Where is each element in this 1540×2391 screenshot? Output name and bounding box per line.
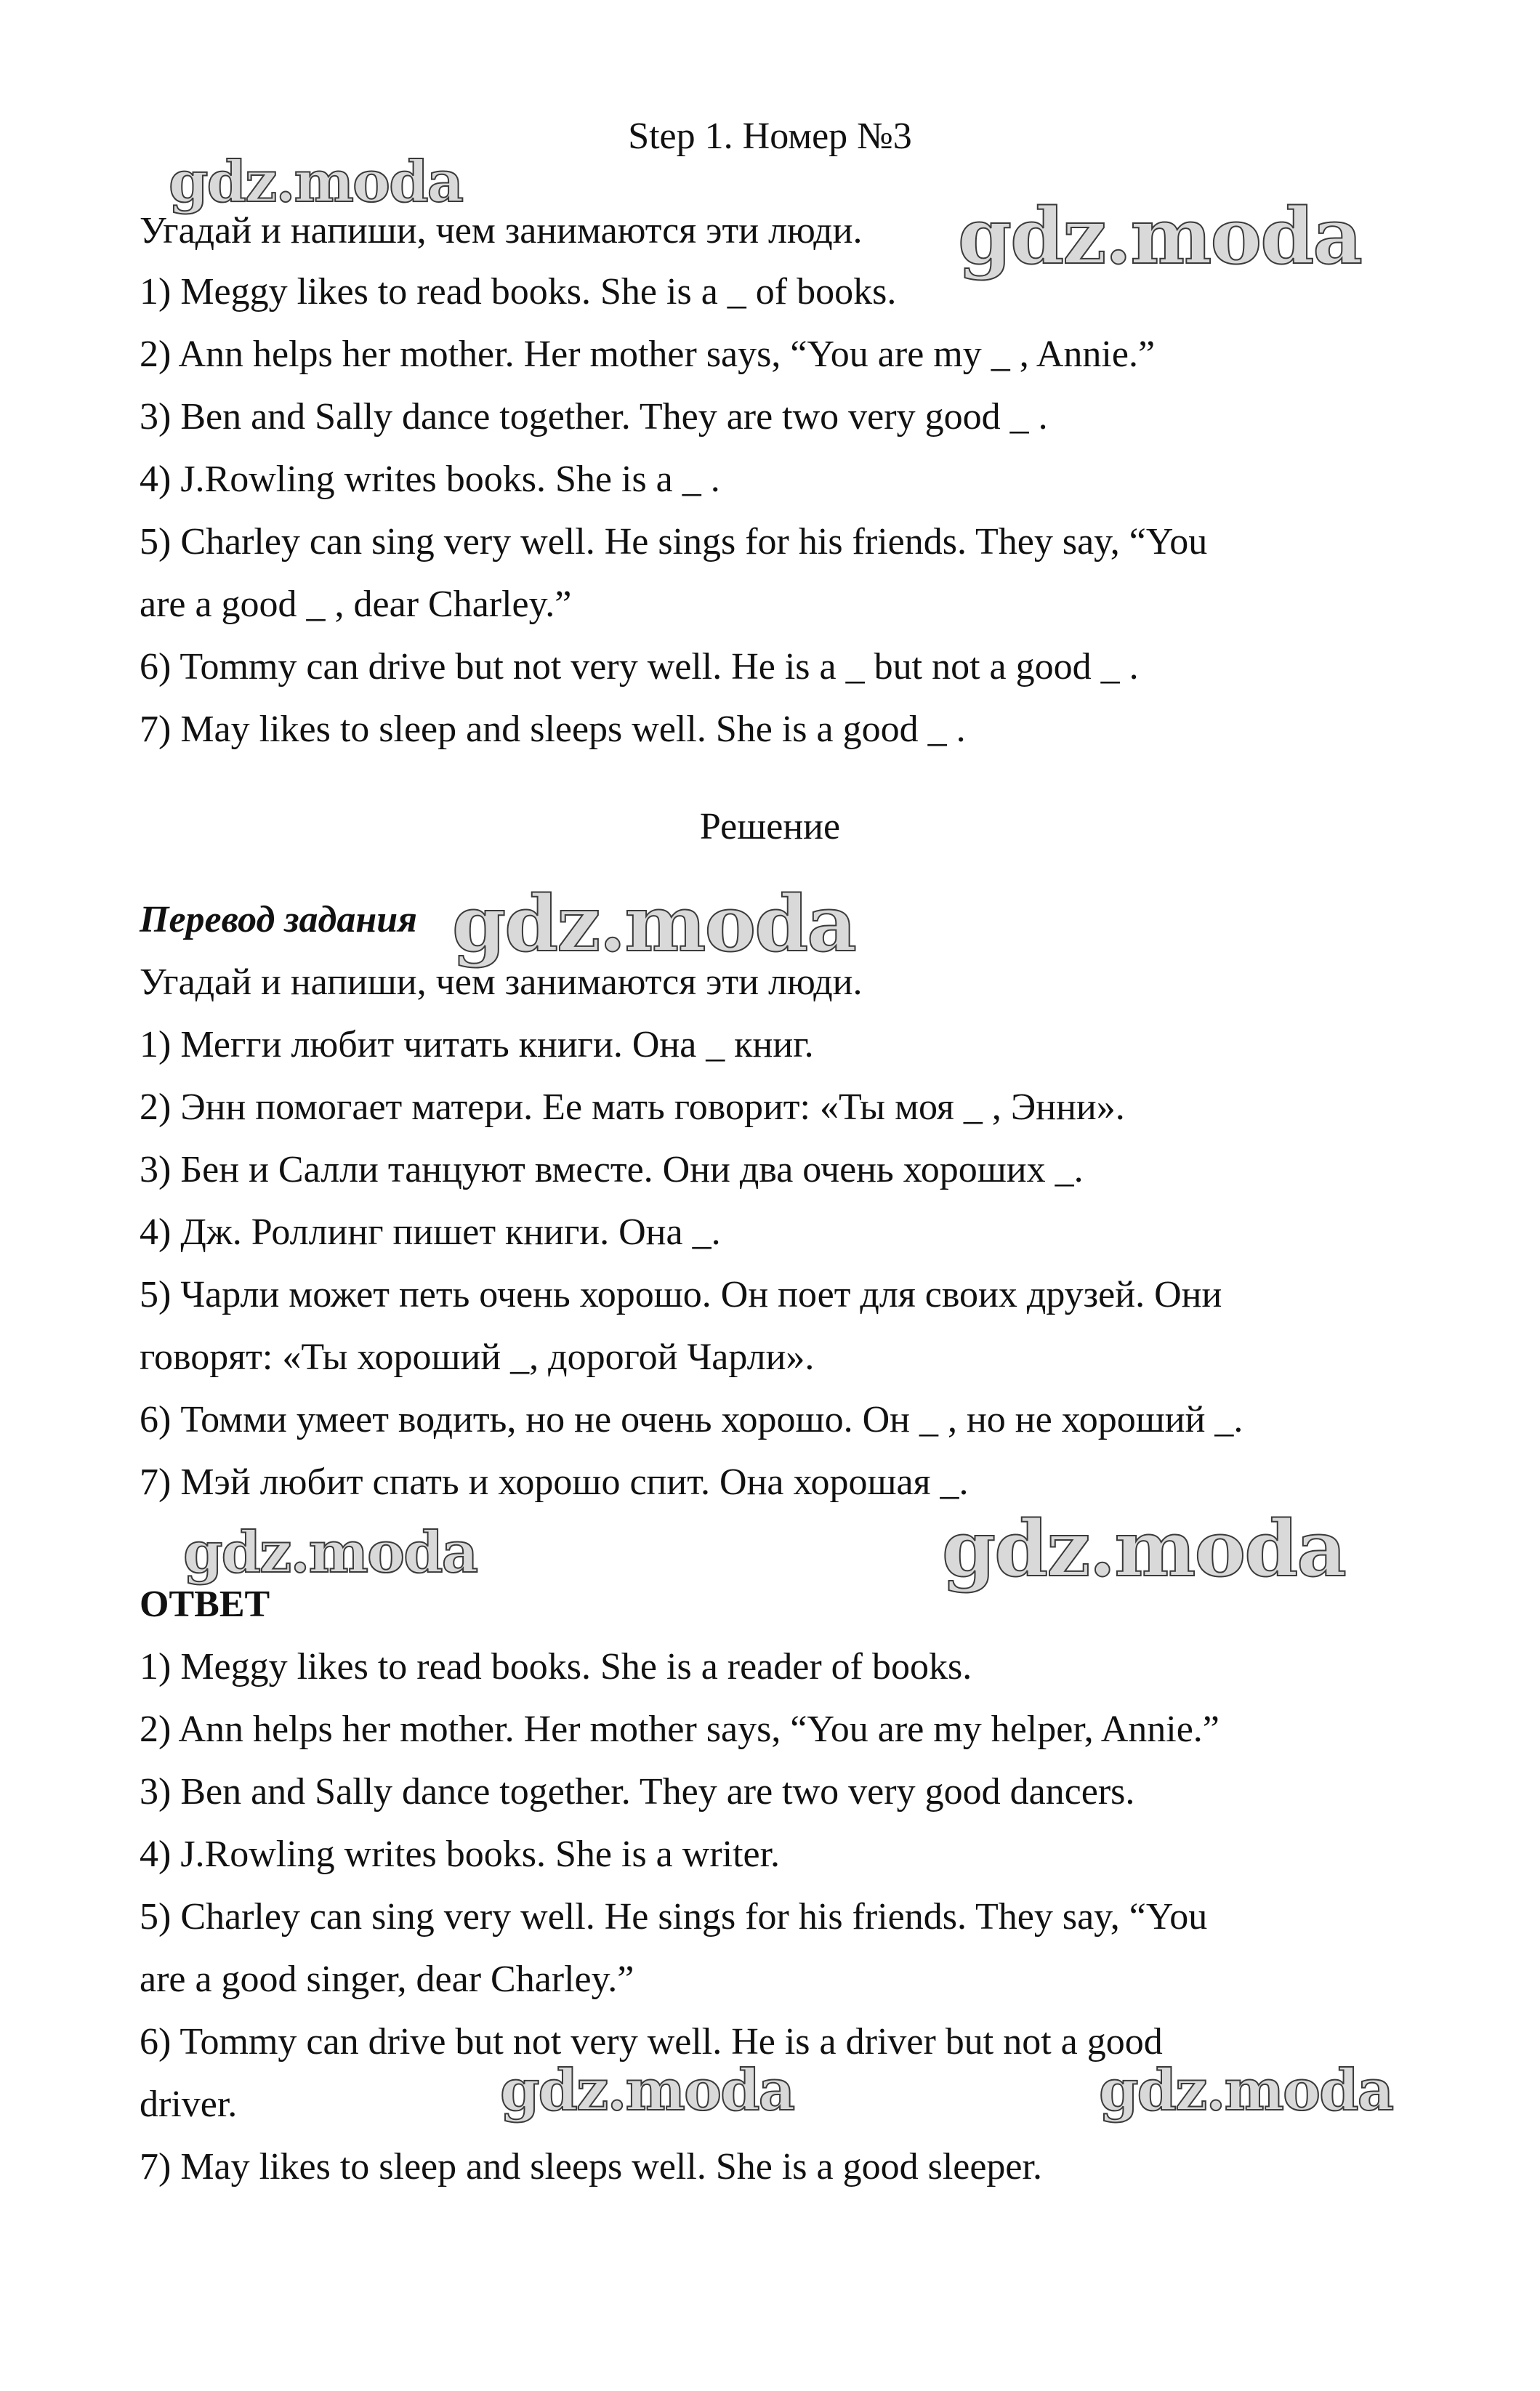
translation-item: 5) Чарли может петь очень хорошо. Он поет для своих друзей. Они	[140, 1274, 1222, 1315]
task-item: 6) Tommy can drive but not very well. He is a _ but not a good _ .	[140, 646, 1139, 688]
answer-item: 7) May likes to sleep and sleeps well. She is a good sleeper.	[140, 2146, 1042, 2188]
translation-item: 7) Мэй любит спать и хорошо спит. Она хорошая _.	[140, 1461, 969, 1503]
solution-heading: Решение	[699, 806, 841, 847]
watermark-logo: gdz.moda	[958, 190, 1361, 281]
page-title: Step 1. Номер №3	[628, 116, 912, 157]
watermark-logo: gdz.moda	[169, 149, 463, 215]
answer-item: driver.	[140, 2084, 238, 2125]
task-item: 3) Ben and Sally dance together. They are two very good _ .	[140, 396, 1048, 438]
translation-heading: Перевод задания	[140, 899, 417, 940]
task-item: 4) J.Rowling writes books. She is a _ .	[140, 459, 720, 500]
task-item: are a good _ , dear Charley.”	[140, 584, 572, 625]
translation-item: 1) Мегги любит читать книги. Она _ книг.	[140, 1024, 814, 1065]
answer-item: 6) Tommy can drive but not very well. He is a driver but not a good	[140, 2021, 1163, 2063]
task-item: 1) Meggy likes to read books. She is a _ of books.	[140, 271, 897, 313]
task-item: 2) Ann helps her mother. Her mother says, “You are my _ , Annie.”	[140, 334, 1156, 375]
answer-heading: ОТВЕТ	[140, 1584, 270, 1625]
watermark-logo: gdz.moda	[1099, 2057, 1393, 2124]
answer-item: 5) Charley can sing very well. He sings for his friends. They say, “You	[140, 1896, 1208, 1938]
translation-item: 6) Томми умеет водить, но не очень хорошо. Он _ , но не хороший _.	[140, 1399, 1243, 1440]
watermark-logo: gdz.moda	[500, 2057, 794, 2124]
answer-item: are a good singer, dear Charley.”	[140, 1959, 634, 2000]
answer-item: 4) J.Rowling writes books. She is a writer.	[140, 1834, 781, 1875]
task-instruction: Угадай и напиши, чем занимаются эти люди.	[140, 210, 863, 251]
translation-item: 2) Энн помогает матери. Ее мать говорит: «Ты моя _ , Энни».	[140, 1086, 1125, 1128]
answer-item: 1) Meggy likes to read books. She is a reader of books.	[140, 1646, 972, 1688]
task-item: 7) May likes to sleep and sleeps well. She is a good _ .	[140, 709, 966, 750]
answer-item: 3) Ben and Sally dance together. They are two very good dancers.	[140, 1771, 1135, 1813]
translation-instruction: Угадай и напиши, чем занимаются эти люди.	[140, 961, 863, 1003]
translation-item: 4) Дж. Роллинг пишет книги. Она _.	[140, 1211, 721, 1253]
answer-item: 2) Ann helps her mother. Her mother says, “You are my helper, Annie.”	[140, 1709, 1219, 1750]
task-item: 5) Charley can sing very well. He sings for his friends. They say, “You	[140, 521, 1208, 563]
watermark-logo: gdz.moda	[183, 1520, 477, 1586]
watermark-logo: gdz.moda	[942, 1503, 1345, 1594]
watermark-logo: gdz.moda	[452, 878, 855, 969]
translation-item: 3) Бен и Салли танцуют вместе. Они два очень хороших _.	[140, 1149, 1084, 1190]
translation-item: говорят: «Ты хороший _, дорогой Чарли».	[140, 1336, 815, 1378]
